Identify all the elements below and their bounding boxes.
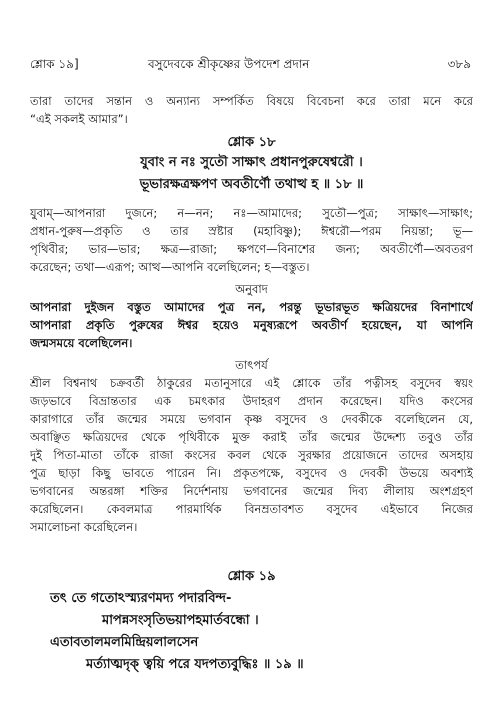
verse-18-heading: শ্লোক ১৮ xyxy=(227,135,276,150)
verse-19-heading: শ্লোক ১৯ xyxy=(227,569,276,584)
purport-heading: তাৎপর্য xyxy=(235,358,268,372)
translation-paragraph xyxy=(30,298,473,352)
verse-line: মাপন্নসংসৃতিভয়াপহমার্তবন্ধো । xyxy=(102,613,259,628)
purport-line: অবাঞ্ছিত ক্ষত্রিয়দের থেকে পৃথিবীকে মুক্ত করাই তাঁর জন্মের উদ্দেশ্য তবুও তাঁর xyxy=(30,430,473,444)
verse-19-text xyxy=(30,588,473,676)
purport-line: কারাগারে তাঁর জন্মের সময়ে ভগবান কৃষ্ণ বসুদেব ও দেবকীকে বলেছিলেন যে, xyxy=(30,412,473,426)
verse-line: মর্ত্যাত্মদৃক্ ত্বয়ি পরে যদপত্যবুদ্ধিঃ ॥ ১৯ ॥ xyxy=(86,657,304,672)
translation-heading: অনুবাদ xyxy=(235,282,268,296)
intro-line: “এই সকলই আমার”। xyxy=(30,112,128,126)
translation-line: আপনারা প্রকৃতি পুরুষের ঈশ্বর হয়েও মনুষ্যরূপে অবতীর্ণ হয়েছেন, যা আপনি xyxy=(30,318,473,332)
synonyms-line: পৃথিবীর; ভার—ভার; ক্ষত্র—রাজা; ক্ষপণে—বিনাশের জন্য; অবতীর্ণৌ—অবতরণ xyxy=(30,242,473,256)
purport-line: দুই পিতা-মাতা তাঁকে রাজা কংসের কবল থেকে সুরক্ষার প্রয়োজনে তাদের অসহায় xyxy=(30,448,473,462)
synonyms-line: করেছেন; তথা—এরূপ; আত্থ—আপনি বলেছিলেন; হ—বস্তুত। xyxy=(30,260,310,274)
intro-paragraph xyxy=(30,92,473,128)
verse-line: ভূভারক্ষত্রক্ষপণ অবতীর্ণৌ তথাত্থ হ ॥ ১৮ ॥ xyxy=(139,177,364,192)
verse-line: তৎ তে গতোঽস্ম্যরণমদ্য পদারবিন্দ- xyxy=(50,591,232,606)
purport-line: জড়ভাবে বিভ্রান্ততার এক চমৎকার উদাহরণ প্রদান করেছেন। যদিও কংসের xyxy=(30,394,473,408)
synonyms-line: প্রধান-পুরুষ—প্রকৃতি ও তার স্রষ্টার (মহাবিষ্ণু); ঈশ্বরৌ—পরম নিয়ন্তা; ভূ— xyxy=(30,224,473,238)
purport-line: পুত্র ছাড়া কিছু ভাবতে পারেন নি। প্রকৃতপক্ষে, বসুদেব ও দেবকী উভয়ে অবশ্যই xyxy=(30,466,473,480)
synonyms-line: যুবাম্—আপনারা দুজনে; ন—নন; নঃ—আমাদের; সুতৌ—পুত্র; সাক্ষাৎ—সাক্ষাৎ; xyxy=(30,206,473,220)
running-header xyxy=(30,56,471,74)
purport-line: করেছিলেন। কেবলমাত্র পারমার্থিক বিনম্রতাবশত বসুদেব এইভাবে নিজের xyxy=(30,502,473,516)
translation-line: জন্মসময়ে বলেছিলেন। xyxy=(30,336,133,350)
intro-line: তারা তাদের সন্তান ও অন্যান্য সম্পর্কিত বিষয়ে বিবেচনা করে তারা মনে করে xyxy=(30,94,473,108)
purport-line: ভগবানের অন্তরঙ্গা শক্তির নির্দেশনায় ভগবানের জন্মের দিব্য লীলায় অংশগ্রহণ xyxy=(30,484,473,498)
verse-line: যুবাং ন নঃ সুতৌ সাক্ষাৎ প্রধানপুরুষেশ্বরৌ । xyxy=(140,155,363,170)
purport-paragraph xyxy=(30,374,473,536)
header-chapter-title: বসুদেবকে শ্রীকৃষ্ণের উপদেশ প্রদান xyxy=(148,57,310,71)
verse-18-text xyxy=(30,152,473,196)
verse-line: এতাবতালমলমিন্দ্রিয়লালসেন xyxy=(50,635,199,650)
purport-line: সমালোচনা করেছিলেন। xyxy=(30,520,138,534)
verse-18-synonyms xyxy=(30,204,473,276)
translation-line: আপনারা দুইজন বস্তুত আমাদের পুত্র নন, পরন্তু ভূভারভূত ক্ষত্রিয়দের বিনাশার্থে xyxy=(30,300,473,314)
page-number: ৩৮৯ xyxy=(447,57,471,71)
purport-line: শ্রীল বিশ্বনাথ চক্রবর্তী ঠাকুরের মতানুসারে এই শ্লোকে তাঁর পত্নীসহ বসুদেব স্বয়ং xyxy=(30,376,473,390)
header-verse-ref: শ্লোক ১৯] xyxy=(30,57,79,71)
